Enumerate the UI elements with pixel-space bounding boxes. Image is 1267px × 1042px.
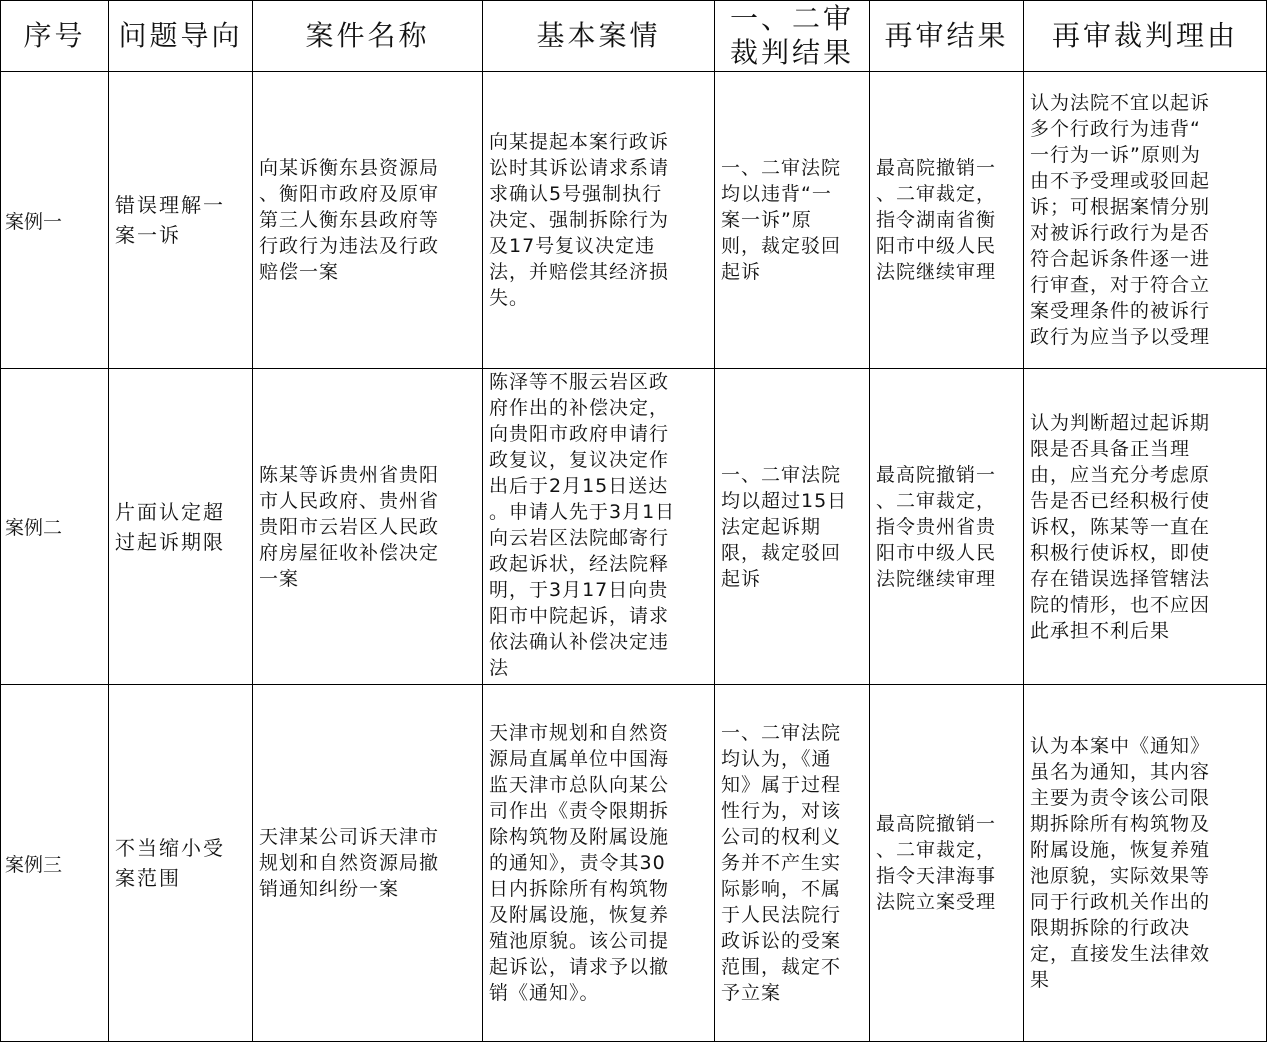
case-retrial-reason-text: 认为本案中《通知》 虽名为通知，其内容 主要为责令该公司限 期拆除所有构筑物及 附属设施，恢复养殖 池原貌，实际效果等 同于行政机关作出的 限期拆除的行政决 定，直接发生法律效 果	[1030, 735, 1211, 991]
header-retrial-result: 再审结果	[870, 1, 1024, 72]
header-retrial-reason: 再审裁判理由	[1024, 1, 1267, 72]
case-topic-text: 片面认定超 过起诉期限	[115, 499, 225, 554]
case-retrial-reason-text: 认为判断超过起诉期 限是否具备正当理 由，应当充分考虑原 告是否已经积极行使 诉权，陈某等一直在 积极行使诉权，即使 存在错误选择管辖法 院的情形，也不应因 此承担不利后果	[1030, 411, 1211, 642]
case-index: 案例三	[1, 685, 109, 1042]
case-facts-text: 向某提起本案行政诉 讼时其诉讼请求系请 求确认5号强制执行 决定、强制拆除行为 及17号复议决定违 法，并赔偿其经济损 失。	[489, 131, 670, 309]
table-row	[1, 72, 1267, 369]
header-case-name: 案件名称	[253, 1, 483, 72]
case-facts-text: 天津市规划和自然资 源局直属单位中国海 监天津市总队向某公 司作出《责令限期拆 除构筑物及附属设施 的通知》，责令其30 日内拆除所有构筑物 及附属设施，恢复养 殖池原貌。该公司提 起诉讼，请求予以撤 销《通知》。	[489, 722, 670, 1004]
case-retrial-result-text: 最高院撤销一 、二审裁定， 指令天津海事 法院立案受理	[876, 813, 997, 913]
table-row	[1, 685, 1267, 1042]
case-retrial-reason-text: 认为法院不宜以起诉 多个行政行为违背“ 一行为一诉”原则为 由不予受理或驳回起 诉；可根据案情分别 对被诉行政行为是否 符合起诉条件逐一进 行审查，对于符合立 案受理条件的被诉行 政行为应当予以受理	[1030, 92, 1211, 348]
case-prior-judgment	[715, 685, 870, 1042]
case-retrial-result	[870, 369, 1024, 685]
case-topic	[109, 369, 253, 685]
table-row	[1, 369, 1267, 685]
case-retrial-reason	[1024, 72, 1267, 369]
case-topic	[109, 72, 253, 369]
header-topic: 问题导向	[109, 1, 253, 72]
case-prior-judgment	[715, 369, 870, 685]
case-topic	[109, 685, 253, 1042]
case-facts	[483, 72, 715, 369]
header-prior-judgment: 一、二审 裁判结果	[715, 1, 870, 72]
case-prior-judgment-text: 一、二审法院 均认为，《通 知》属于过程 性行为，对该 公司的权利义 务并不产生实 际影响，不属 于人民法院行 政诉讼的受案 范围，裁定不 予立案	[721, 722, 842, 1004]
case-retrial-result-text: 最高院撤销一 、二审裁定， 指令贵州省贵 阳市中级人民 法院继续审理	[876, 463, 997, 590]
case-name	[253, 369, 483, 685]
case-name	[253, 685, 483, 1042]
case-index: 案例二	[1, 369, 109, 685]
case-name-text: 天津某公司诉天津市 规划和自然资源局撤 销通知纠纷一案	[259, 826, 440, 900]
case-prior-judgment-text: 一、二审法院 均以超过15日 法定起诉期 限，裁定驳回 起诉	[721, 463, 848, 590]
header-index: 序号	[1, 1, 109, 72]
case-retrial-reason	[1024, 685, 1267, 1042]
case-prior-judgment	[715, 72, 870, 369]
case-facts	[483, 369, 715, 685]
case-name-text: 陈某等诉贵州省贵阳 市人民政府、贵州省 贵阳市云岩区人民政 府房屋征收补偿决定 一案	[259, 463, 440, 590]
case-topic-text: 错误理解一 案一诉	[115, 193, 225, 247]
case-name-text: 向某诉衡东县资源局 、衡阳市政府及原审 第三人衡东县政府等 行政行为违法及行政 赔偿一案	[259, 157, 440, 283]
case-retrial-reason	[1024, 369, 1267, 685]
header-facts: 基本案情	[483, 1, 715, 72]
case-prior-judgment-text: 一、二审法院 均以违背“一 案一诉”原 则，裁定驳回 起诉	[721, 157, 842, 283]
case-retrial-result	[870, 72, 1024, 369]
case-topic-text: 不当缩小受 案范围	[115, 836, 225, 890]
case-facts	[483, 685, 715, 1042]
case-retrial-result-text: 最高院撤销一 、二审裁定， 指令湖南省衡 阳市中级人民 法院继续审理	[876, 157, 997, 283]
case-name	[253, 72, 483, 369]
case-index: 案例一	[1, 72, 109, 369]
case-facts-text: 陈泽等不服云岩区政 府作出的补偿决定， 向贵阳市政府申请行 政复议，复议决定作 出后于2月15日送达 。申请人先于3月1日 向云岩区法院邮寄行 政起诉状，经法院释 明，于3月17日向贵 阳市中院起诉，请求 依法确认补偿决定违 法	[489, 371, 676, 679]
case-retrial-result	[870, 685, 1024, 1042]
header-row	[1, 1, 1267, 72]
